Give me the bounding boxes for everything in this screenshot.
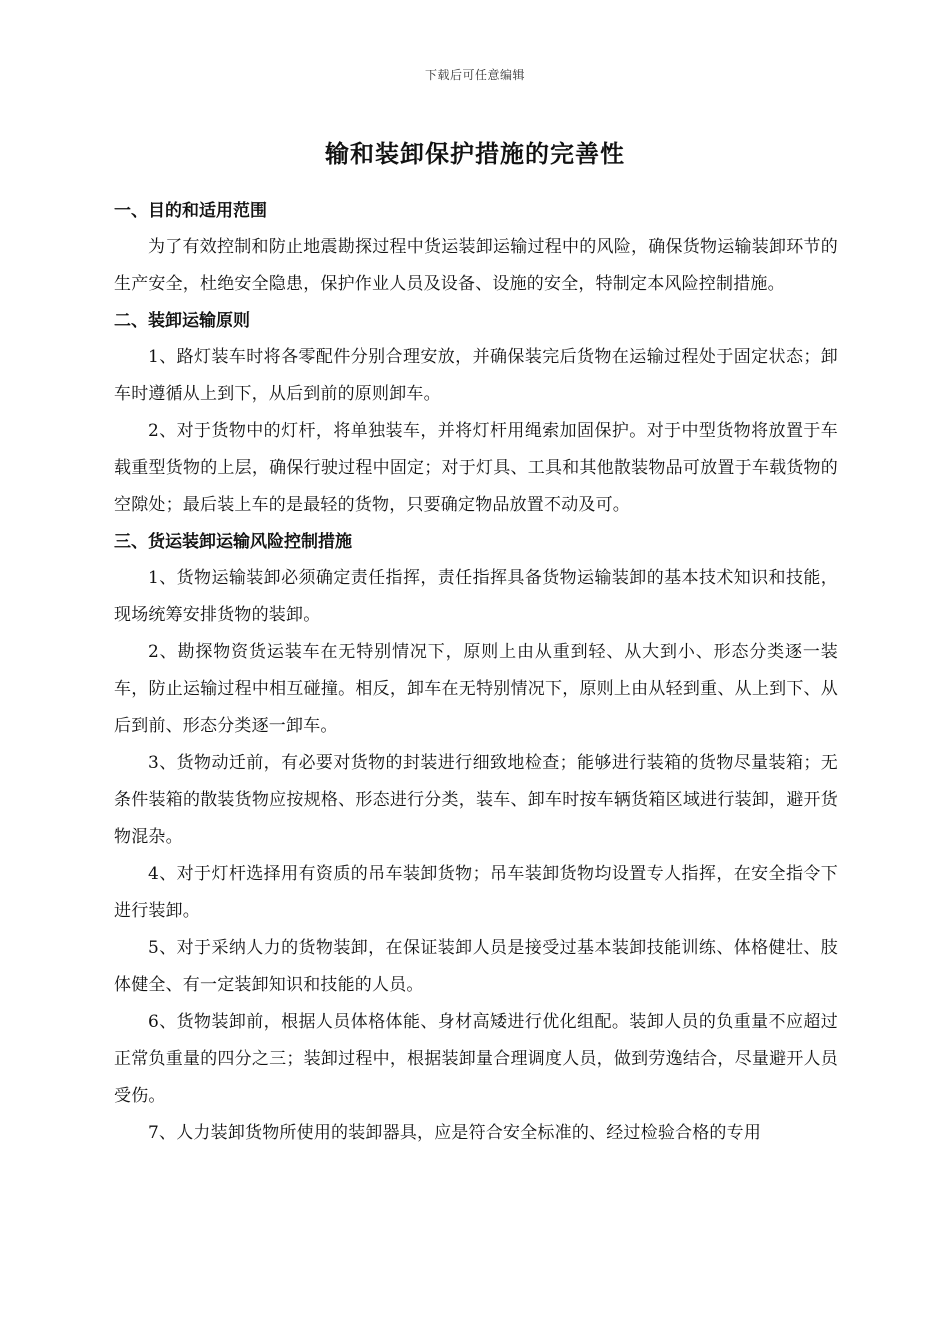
paragraph: 1、路灯装车时将各零配件分别合理安放，并确保装完后货物在运输过程处于固定状态；卸车时遵循从上到下，从后到前的原则卸车。 bbox=[114, 347, 838, 404]
paragraph: 2、对于货物中的灯杆，将单独装车，并将灯杆用绳索加固保护。对于中型货物将放置于车载重型货物的上层，确保行驶过程中固定；对于灯具、工具和其他散装物品可放置于车载货物的空隙处；最后装上车的是最轻的货物，只要确定物品放置不动及可。 bbox=[114, 421, 838, 515]
paragraph: 6、货物装卸前，根据人员体格体能、身材高矮进行优化组配。装卸人员的负重量不应超过正常负重量的四分之三；装卸过程中，根据装卸量合理调度人员，做到劳逸结合，尽量避开人员受伤。 bbox=[114, 1012, 838, 1106]
paragraph: 5、对于采纳人力的货物装卸，在保证装卸人员是接受过基本装卸技能训练、体格健壮、肢体健全、有一定装卸知识和技能的人员。 bbox=[114, 938, 838, 995]
paragraph: 为了有效控制和防止地震勘探过程中货运装卸运输过程中的风险，确保货物运输装卸环节的生产安全，杜绝安全隐患，保护作业人员及设备、设施的安全，特制定本风险控制措施。 bbox=[114, 237, 838, 294]
paragraph: 3、货物动迁前，有必要对货物的封装进行细致地检查；能够进行装箱的货物尽量装箱；无条件装箱的散装货物应按规格、形态进行分类，装车、卸车时按车辆货箱区域进行装卸，避开货物混杂。 bbox=[114, 753, 838, 847]
header-note: 下载后可任意编辑 bbox=[424, 68, 525, 82]
section-heading-1: 一、目的和适用范围 bbox=[114, 201, 267, 221]
document-title: 输和装卸保护措施的完善性 bbox=[325, 139, 625, 168]
paragraph: 1、货物运输装卸必须确定责任指挥，责任指挥具备货物运输装卸的基本技术知识和技能，现场统筹安排货物的装卸。 bbox=[114, 568, 838, 625]
paragraph: 2、勘探物资货运装车在无特别情况下，原则上由从重到轻、从大到小、形态分类逐一装车，防止运输过程中相互碰撞。相反，卸车在无特别情况下，原则上由从轻到重、从上到下、从后到前、形态分类逐一卸车。 bbox=[114, 642, 838, 736]
paragraph: 4、对于灯杆选择用有资质的吊车装卸货物；吊车装卸货物均设置专人指挥，在安全指令下进行装卸。 bbox=[114, 864, 838, 921]
section-heading-2: 二、装卸运输原则 bbox=[114, 311, 250, 331]
document-body bbox=[114, 193, 838, 1152]
paragraph: 7、人力装卸货物所使用的装卸器具，应是符合安全标准的、经过检验合格的专用 bbox=[148, 1123, 762, 1143]
section-heading-3: 三、货运装卸运输风险控制措施 bbox=[114, 532, 352, 552]
